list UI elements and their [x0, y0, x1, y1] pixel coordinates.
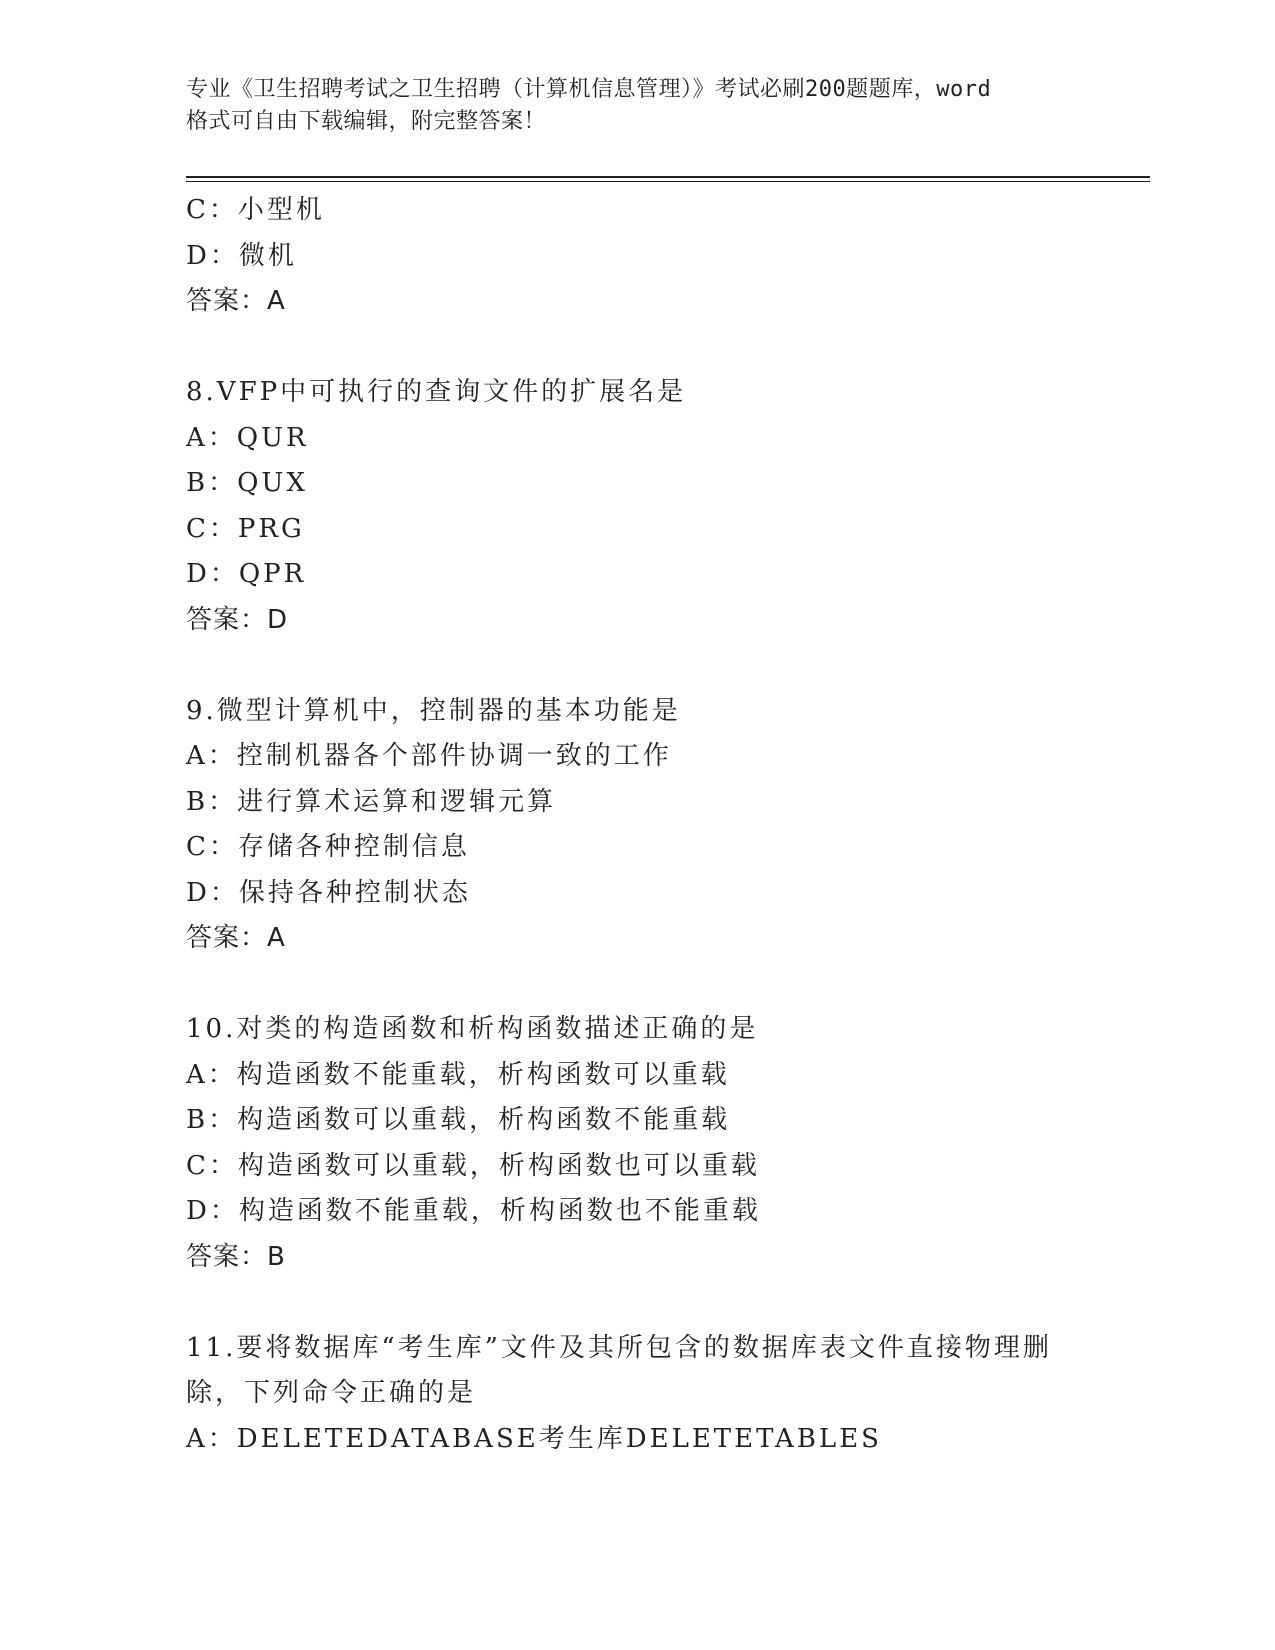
question-list	[186, 188, 1126, 1462]
question-gap	[186, 643, 1126, 689]
option-d: D：构造函数不能重载，析构函数也不能重载	[186, 1196, 761, 1226]
question-7-tail	[186, 188, 1126, 325]
question-gap	[186, 962, 1126, 1008]
answer: 答案：A	[186, 923, 286, 953]
header-title-line-1: 专业《卫生招聘考试之卫生招聘（计算机信息管理）》考试必刷200题题库，word	[186, 77, 992, 102]
question-8	[186, 370, 1126, 643]
question-10	[186, 1007, 1126, 1280]
question-stem: 9.微型计算机中，控制器的基本功能是	[186, 695, 681, 726]
answer: 答案：D	[186, 604, 289, 635]
option-c: C：小型机	[186, 195, 325, 225]
option-b: B：进行算术运算和逻辑元算	[186, 786, 557, 817]
question-stem: 10.对类的构造函数和析构函数描述正确的是	[186, 1014, 759, 1044]
option-d: D：保持各种控制状态	[186, 877, 471, 908]
question-stem-line-1: 11.要将数据库“考生库”文件及其所包含的数据库表文件直接物理删	[186, 1332, 1052, 1363]
question-9	[186, 689, 1126, 962]
question-gap	[186, 1280, 1126, 1326]
option-b: B：构造函数可以重载，析构函数不能重载	[186, 1105, 731, 1135]
header-title-line-2: 格式可自由下载编辑，附完整答案！	[186, 109, 547, 134]
option-a: A：DELETEDATABASE考生库DELETETABLES	[186, 1423, 882, 1454]
option-a: A：构造函数不能重载，析构函数可以重载	[186, 1059, 730, 1090]
question-stem: 8.VFP中可执行的查询文件的扩展名是	[186, 377, 687, 407]
option-d: D：微机	[186, 240, 297, 271]
option-a: A：控制机器各个部件协调一致的工作	[186, 741, 672, 771]
option-c: C：存储各种控制信息	[186, 832, 470, 862]
option-d: D：QPR	[186, 559, 307, 589]
option-a: A：QUR	[186, 422, 309, 453]
question-stem-line-2: 除，下列命令正确的是	[186, 1378, 477, 1408]
option-c: C：PRG	[186, 513, 305, 544]
answer: 答案：B	[186, 1241, 286, 1272]
header-divider-thick	[186, 176, 1150, 178]
document-header	[186, 74, 1086, 138]
option-b: B：QUX	[186, 468, 308, 498]
question-11	[186, 1326, 1126, 1463]
header-divider-thin	[186, 181, 1150, 182]
option-c: C：构造函数可以重载，析构函数也可以重载	[186, 1150, 760, 1181]
question-gap	[186, 325, 1126, 371]
answer: 答案：A	[186, 286, 286, 316]
